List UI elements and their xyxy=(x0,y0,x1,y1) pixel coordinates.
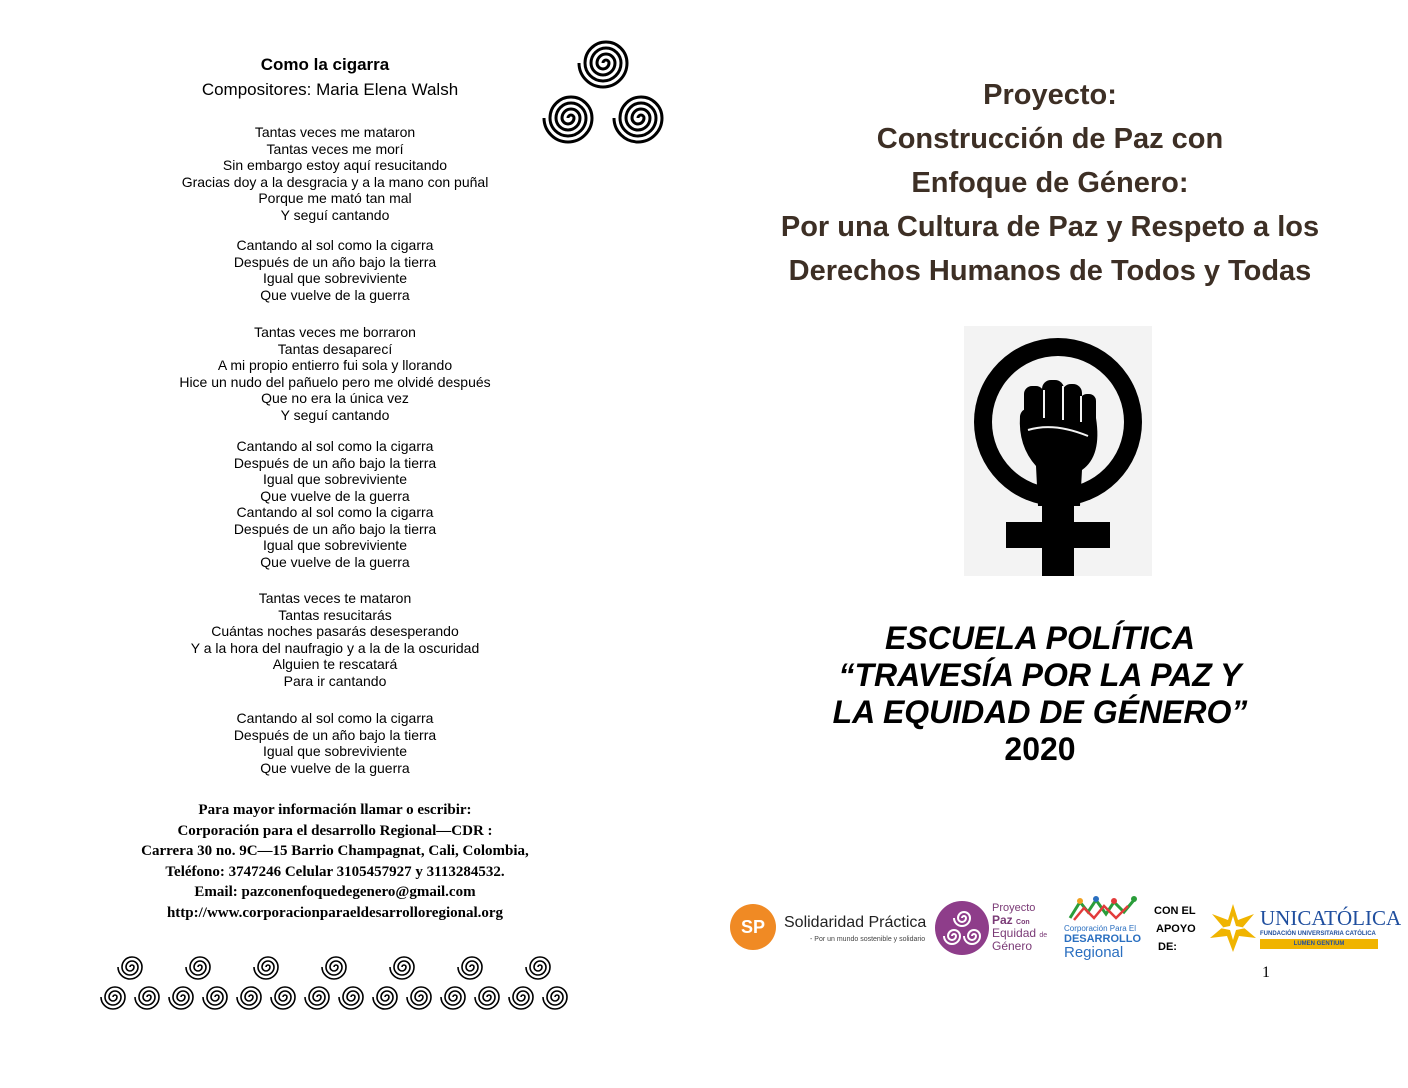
paz-logo-de: de xyxy=(1039,932,1048,939)
verse-line: Tantas veces me mataron xyxy=(254,124,416,140)
verse-line: Tantas desaparecí xyxy=(277,340,393,357)
verse-line: Hice un nudo del pañuelo pero me olvidé después xyxy=(179,373,491,390)
verse-line: Que no era la única vez xyxy=(261,390,409,406)
apoyo-line-3: DE: xyxy=(1158,941,1177,953)
triskele-spiral-top xyxy=(579,42,627,87)
verse-line: Y seguí cantando xyxy=(280,206,390,223)
verse-line: Cuántas noches pasarás desesperando xyxy=(211,623,459,639)
verse-line: A mi propio entierro fui sola y llorando xyxy=(217,357,453,373)
paz-equidad-spiral-icon xyxy=(934,900,990,956)
spiral-border-icon xyxy=(96,948,576,1020)
apoyo-label xyxy=(1154,902,1196,956)
verse-line: Igual que sobreviviente xyxy=(263,471,407,487)
cdr-people-icon xyxy=(1066,896,1140,922)
verse-line: Igual que sobreviviente xyxy=(263,743,407,759)
paz-logo-line-1: Proyecto xyxy=(992,902,1036,914)
sp-logo-tagline: - Por un mundo sostenible y solidario xyxy=(810,936,926,943)
project-line: Enfoque de Género: xyxy=(911,167,1189,199)
verse-line: Sin embargo estoy aquí resucitando xyxy=(222,157,448,173)
verse-line: Igual que sobreviviente xyxy=(263,270,407,286)
song-verse-2 xyxy=(80,324,590,423)
verse-line: Igual que sobreviviente xyxy=(263,537,407,553)
paz-logo-equidad: Equidad xyxy=(992,926,1037,940)
song-title: Como la cigarra xyxy=(260,55,390,74)
cdr-logo-line-3: Regional xyxy=(1064,944,1124,961)
paz-logo-con: Con xyxy=(1016,919,1030,926)
verse-line: Y seguí cantando xyxy=(280,406,390,423)
feminist-fist-icon xyxy=(964,326,1152,576)
verse-line: Porque me mató tan mal xyxy=(258,190,412,206)
verse-line: Después de un año bajo la tierra xyxy=(233,253,437,270)
escuela-line-2: “TRAVESÍA POR LA PAZ Y xyxy=(838,657,1242,693)
sponsor-logos xyxy=(730,896,1402,966)
contact-phone: Teléfono: 3747246 Celular 3105457927 y 3113284532. xyxy=(165,863,505,880)
verse-line: Que vuelve de la guerra xyxy=(260,487,410,504)
verse-line: Para ir cantando xyxy=(283,672,387,689)
project-line: Derechos Humanos de Todos y Todas xyxy=(788,255,1312,287)
paz-logo-line-4: Género xyxy=(992,939,1033,953)
verse-line: Cantando al sol como la cigarra xyxy=(236,438,434,454)
unicatolica-star-icon xyxy=(1208,902,1258,954)
verse-line: Que vuelve de la guerra xyxy=(260,759,410,776)
apoyo-line-1: CON EL xyxy=(1154,905,1196,917)
unicatolica-motto: LUMEN GENTIUM xyxy=(1260,939,1378,949)
escuela-line-1: ESCUELA POLÍTICA xyxy=(885,620,1195,656)
project-line: Proyecto: xyxy=(983,79,1117,111)
verse-line: Que vuelve de la guerra xyxy=(260,553,410,570)
sp-logo-name: Solidaridad Práctica xyxy=(784,914,927,931)
project-title xyxy=(760,73,1340,293)
contact-website[interactable]: http://www.corporacionparaeldesarrolloregional.org xyxy=(166,904,504,921)
sp-badge-icon: SP xyxy=(730,904,776,950)
escuela-year: 2020 xyxy=(1004,731,1076,767)
verse-line: Y a la hora del naufragio y a la de la oscuridad xyxy=(190,639,480,656)
verse-line: Alguien te rescatará xyxy=(272,656,398,672)
paz-logo-paz: Paz xyxy=(992,913,1013,927)
song-verse-1 xyxy=(80,124,590,223)
verse-line: Cantando al sol como la cigarra xyxy=(236,237,434,253)
contact-info xyxy=(60,800,610,923)
song-chorus-3 xyxy=(80,710,590,776)
escuela-line-3: LA EQUIDAD DE GÉNERO” xyxy=(832,694,1248,730)
contact-organization: Corporación para el desarrollo Regional—CDR : xyxy=(177,822,493,839)
verse-line: Después de un año bajo la tierra xyxy=(233,726,437,743)
paz-logo-line-2 xyxy=(992,913,1030,927)
verse-line: Que vuelve de la guerra xyxy=(260,286,410,303)
song-chorus-2 xyxy=(80,438,590,570)
song-chorus-1 xyxy=(80,237,590,303)
cdr-logo-line-2: DESARROLLO xyxy=(1064,933,1141,945)
song-composer: Compositores: Maria Elena Walsh xyxy=(201,80,459,99)
verse-line: Después de un año bajo la tierra xyxy=(233,454,437,471)
contact-address: Carrera 30 no. 9C—15 Barrio Champagnat, Cali, Colombia, xyxy=(141,843,529,859)
contact-email[interactable]: Email: pazconenfoquedegenero@gmail.com xyxy=(194,884,476,900)
verse-line: Tantas veces me morí xyxy=(266,140,404,157)
paz-logo-line-3 xyxy=(992,926,1047,940)
verse-line: Tantas resucitarás xyxy=(278,606,392,623)
verse-line: Cantando al sol como la cigarra xyxy=(236,504,434,520)
unicatolica-sub: FUNDACIÓN UNIVERSITARIA CATÓLICA xyxy=(1260,931,1376,937)
verse-line: Después de un año bajo la tierra xyxy=(233,520,437,537)
escuela-title xyxy=(760,620,1320,768)
triskele-spiral-right xyxy=(614,97,662,142)
cdr-logo-line-1: Corporación Para El xyxy=(1064,924,1137,933)
unicatolica-name: UNICATÓLICA xyxy=(1260,906,1402,930)
verse-line: Tantas veces me borraron xyxy=(254,324,416,340)
song-verse-3 xyxy=(80,590,590,689)
verse-line: Tantas veces te mataron xyxy=(258,590,412,606)
verse-line: Cantando al sol como la cigarra xyxy=(236,710,434,726)
page-number: 1 xyxy=(1262,964,1270,981)
verse-line: Gracias doy a la desgracia y a la mano con puñal xyxy=(181,173,489,190)
project-line: Por una Cultura de Paz y Respeto a los xyxy=(780,211,1320,243)
contact-heading: Para mayor información llamar o escribir: xyxy=(198,802,472,818)
project-line: Construcción de Paz con xyxy=(876,123,1224,155)
apoyo-line-2: APOYO xyxy=(1156,923,1196,935)
